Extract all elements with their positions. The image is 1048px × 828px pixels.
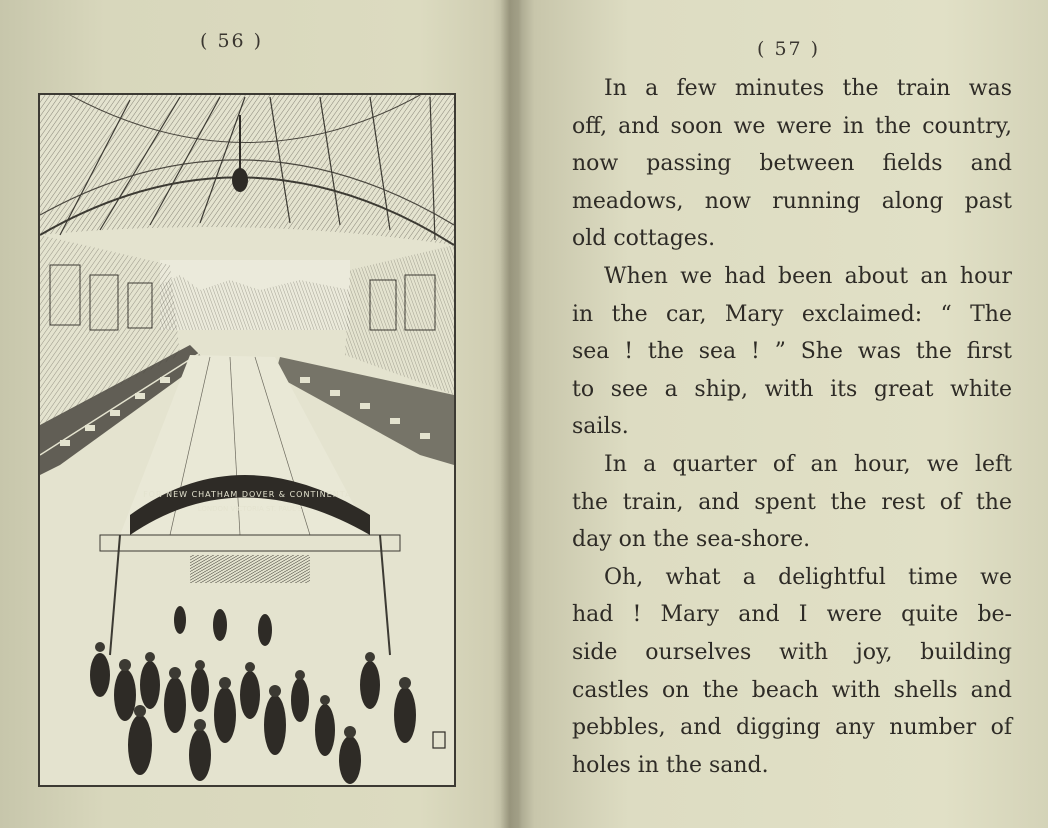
text-line: the train, and spent the rest of the xyxy=(572,489,1012,515)
paragraph xyxy=(572,258,1012,446)
text-line: in the car, Mary exclaimed: “ The xyxy=(572,301,1012,327)
left-page-number: ( 56 ) xyxy=(200,30,264,52)
book-gutter xyxy=(500,0,522,828)
station-illustration xyxy=(38,93,456,787)
text-line: old cottages. xyxy=(572,226,716,252)
text-line: day on the sea-shore. xyxy=(572,527,811,553)
station-engraving-image xyxy=(40,95,454,785)
text-line: In a few minutes the train was xyxy=(604,76,1012,101)
text-line: holes in the sand. xyxy=(572,752,769,778)
text-line: sea ! the sea ! ” She was the first xyxy=(572,339,1012,365)
text-line: In a quarter of an hour, we left xyxy=(604,451,1012,477)
text-line: had ! Mary and I were quite be- xyxy=(572,602,1012,628)
text-line: meadows, now running along past xyxy=(572,188,1012,214)
text-line: When we had been about an hour xyxy=(604,263,1012,289)
text-line: off, and soon we were in the country, xyxy=(572,113,1012,139)
arch-sign-text: FOR NEW CHATHAM DOVER & CONTINENTAL xyxy=(143,490,357,499)
text-line: to see a ship, with its great white xyxy=(572,376,1012,402)
paragraph xyxy=(572,559,1012,785)
arch-sign-subtext: LONDON VICTORIA ST. PAUL'S xyxy=(197,505,303,513)
text-line: castles on the beach with shells and xyxy=(572,677,1012,703)
text-line: now passing between fields and xyxy=(572,151,1012,177)
text-line: Oh, what a delightful time we xyxy=(604,564,1012,590)
text-line: side ourselves with joy, building xyxy=(572,639,1012,665)
text-line: sails. xyxy=(572,414,629,440)
text-line: pebbles, and digging any number of xyxy=(572,715,1012,741)
paragraph xyxy=(572,446,1012,559)
page-text xyxy=(572,70,1012,784)
paragraph xyxy=(572,70,1012,258)
right-page-number: ( 57 ) xyxy=(757,38,821,60)
